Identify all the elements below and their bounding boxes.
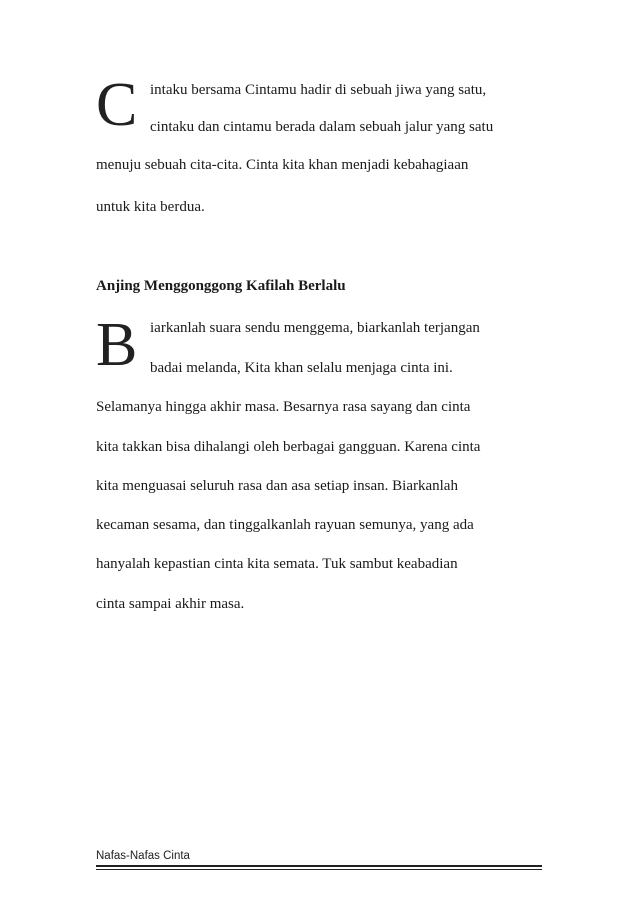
- paragraph-1-line-4: untuk kita berdua.: [96, 199, 205, 215]
- paragraph-2-line-8: cinta sampai akhir masa.: [96, 596, 245, 612]
- section-heading: Anjing Menggonggong Kafilah Berlalu: [96, 278, 346, 294]
- drop-cap-c: C: [96, 71, 138, 139]
- paragraph-2: [96, 310, 546, 610]
- drop-cap-b: B: [96, 311, 138, 379]
- paragraph-2-line-5: kita menguasai seluruh rasa dan asa setiap insan. Biarkanlah: [96, 478, 458, 494]
- paragraph-2-line-6: kecaman sesama, dan tinggalkanlah rayuan semunya, yang ada: [96, 517, 474, 533]
- paragraph-2-line-4: kita takkan bisa dihalangi oleh berbagai gangguan. Karena cinta: [96, 439, 481, 455]
- paragraph-1: [96, 70, 546, 220]
- paragraph-1-line-1: intaku bersama Cintamu hadir di sebuah jiwa yang satu,: [150, 82, 487, 98]
- footer-rule-thick: [96, 865, 542, 867]
- paragraph-1-line-3: menuju sebuah cita-cita. Cinta kita khan menjadi kebahagiaan: [96, 157, 469, 173]
- footer-rule-thin: [96, 869, 542, 870]
- paragraph-2-line-3: Selamanya hingga akhir masa. Besarnya rasa sayang dan cinta: [96, 399, 471, 415]
- paragraph-1-line-2: cintaku dan cintamu berada dalam sebuah jalur yang satu: [150, 119, 494, 135]
- paragraph-2-line-7: hanyalah kepastian cinta kita semata. Tuk sambut keabadian: [96, 556, 458, 572]
- footer-title: Nafas-Nafas Cinta: [96, 850, 190, 862]
- paragraph-2-line-2: badai melanda, Kita khan selalu menjaga cinta ini.: [150, 360, 453, 376]
- paragraph-2-line-1: iarkanlah suara sendu menggema, biarkanlah terjangan: [150, 320, 480, 336]
